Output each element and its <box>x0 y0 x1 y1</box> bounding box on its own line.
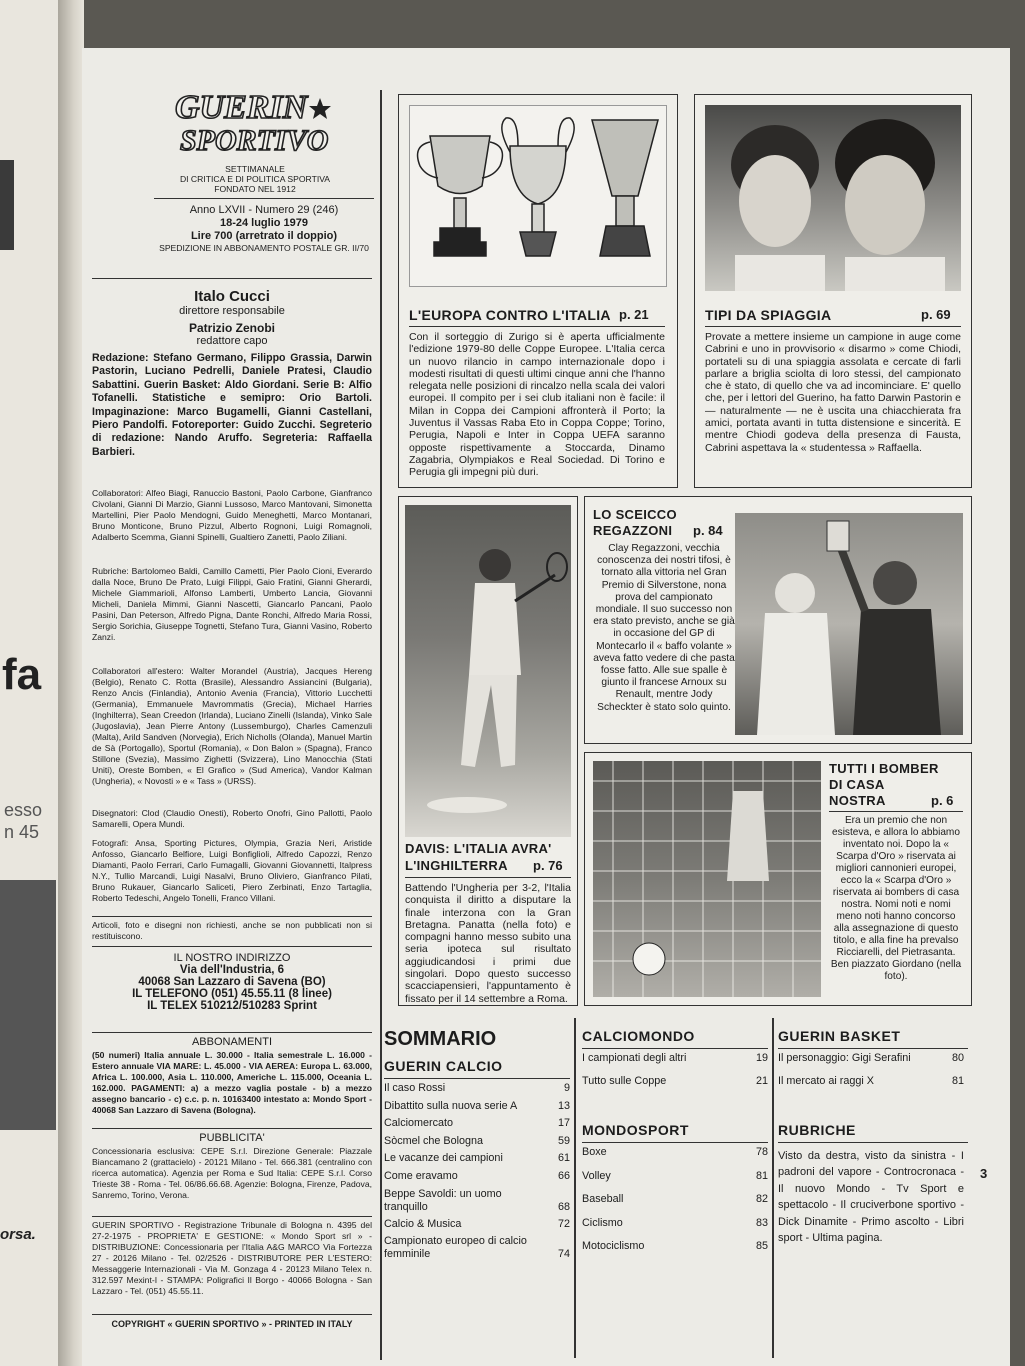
left-page-photo <box>0 880 56 1130</box>
toc-row[interactable] <box>582 1052 768 1065</box>
toc-label: Calciomercato <box>384 1117 454 1130</box>
bomber-text: Era un premio che non esisteva, e allora lo abbiamo inventato noi. Dopo la « Scarpa d'Oro » riservata ai migliori cannonieri europei, ecco la « Scarpa d'Oro » riservata ai bombers di casa nostra. Nomi noti e nomi meno noti hanno concorso alla assegnazione di questo titolo, e alla fine ha prevalso Ricciarelli, del Pietrasanta. Ben piazzato Giordano (nella foto). <box>830 815 962 982</box>
fotografi-block: Fotografi: Ansa, Sporting Pictures, Olympia, Grazia Neri, Aristide Anfosso, Giancarlo Belfiore, Luigi Bonfiglioli, Alfredo Capozzi, Renzo Diamanti, Paolo Ferrari, Carlo Fumagalli, Giovanni Giovannetti, Italpress N.Y., Tullio Marcandi, Luigi Nasalvi, Bruno Oliviero, Gianfranco Pilati, Bruno Rukauer, Giancarlo Saliceti, Piero Zerbinati, Enzo Tartaglia, Roberto Tedeschi, Angelo Tonelli, Franco Villani. <box>92 838 372 903</box>
masthead-subtitle <box>170 164 340 194</box>
toc-label: Il mercato ai raggi X <box>778 1075 875 1087</box>
toc-page: 74 <box>557 1248 570 1261</box>
left-page-headline-fragment: fa <box>2 650 42 699</box>
logo-line-2: SPORTIVO <box>180 124 329 157</box>
page-number: 3 <box>980 1166 988 1181</box>
toc-label: Campionato europeo di calcio femminile <box>384 1235 527 1261</box>
director-role: direttore responsabile <box>179 305 285 317</box>
article-davis[interactable] <box>398 496 578 1006</box>
toc-label: Come eravamo <box>384 1170 458 1182</box>
page-gutter <box>58 0 84 1366</box>
disegnatori-block: Disegnatori: Clod (Claudio Onesti), Roberto Onofri, Gino Pallotti, Paolo Samarelli, Opera Mundi. <box>92 808 372 829</box>
beach-portrait-illustration <box>705 105 961 291</box>
legal-text: GUERIN SPORTIVO - Registrazione Tribunale di Bologna n. 4395 del 27-2-1975 - PROPRIETA' E GESTIONE: « Mondo Sport srl » - DISTRIBUZIONE: Concessionaria per l'Italia A&G MARCO Via Fortezza 27 - 20126 Milano - Tel. 02/2526 - DISTRIBUTORE PER L'ESTERO: Messaggerie Internazionali - Via M. Gonzaga 4 - 20123 Milano Telex n. 312.597 Mexint-I - STAMPA: Poligrafici Il Borgo - 40066 Bologna - San Lazzaro - Tel. (051) 45.55.11. <box>92 1220 372 1296</box>
toc-page: 80 <box>951 1052 964 1064</box>
toc-label: Le vacanze dei campioni <box>384 1152 503 1165</box>
toc-page: 85 <box>755 1240 768 1252</box>
toc-label: Ciclismo <box>582 1216 623 1229</box>
subtitle-line: DI CRITICA E DI POLITICA SPORTIVA <box>179 174 331 184</box>
toc-row[interactable] <box>582 1146 768 1159</box>
toc-page: 17 <box>557 1117 570 1130</box>
left-page <box>0 0 60 1366</box>
toc-label: Il personaggio: Gigi Serafini <box>778 1052 911 1064</box>
chief-role: redattore capo <box>196 335 268 347</box>
article-spiaggia[interactable] <box>694 94 972 488</box>
toc-page: 19 <box>755 1052 768 1064</box>
toc-row[interactable] <box>384 1100 570 1113</box>
rubriche-credits-block: Rubriche: Bartolomeo Baldi, Camillo Cametti, Pier Paolo Cioni, Everardo dalla Noce, Bruno De Prato, Luigi Filippi, Gaio Fratini, Gianni Gherardi, Michele Giammarioli, Alfonso Lamberti, Umberto Lancia, Giovanni Micheli, Daniela Mimmi, Gianni Nascetti, Giancarlo Pancani, Paolo Pasini, Dan Peterson, Alfredo Pigna, Dante Ronchi, Alfredo Maria Rossi, Sergio Sorichia, Giuseppe Tognetti, Stefano Tura, Gianni Vasino, Roberto Zanzi. <box>92 566 372 642</box>
pubblicita-text: Concessionaria esclusiva: CEPE S.r.l. Direzione Generale: Piazzale Biancamano 2 (grattacielo) - 20121 Milano - Tel. 666.381 (centralino con ricerca automatica). Agenzia per Roma e Sud Italia: CEPE S.r.l. Corso Trieste 38 - Roma - Tel. 06/86.66.68. Agenzie: Bologna, Firenze, Padova, Sanremo, Torino, Verona. <box>92 1146 372 1200</box>
issue-number: Anno LXVII - Numero 29 (246) <box>189 204 339 216</box>
spiaggia-page: p. 69 <box>921 307 951 322</box>
address-phone: IL TELEFONO (051) 45.55.11 (8 linee) <box>132 988 332 1000</box>
toc-page: 13 <box>557 1099 570 1112</box>
spiaggia-text: Provate a mettere insieme un campione in auge come Cabrini e uno in provvisorio « disarmo » come Chiodi, portateli su di una spiaggia assolata e cercate di farli parlare a briglia sciolta di loro stessi, del campionato che è stato, di quello che va ad incominciare. E' quello che, per i lettori del Guerino, ha fatto Darwin Pastorin e — naturalmente — ne è uscita una chiacchierata fra amici, portata avanti in tutta distensione e sincerità. E mentre Chiodi godeva della presenza di Fausta, Cabrini aspettava la « studentessa » Raffaella. <box>705 331 961 454</box>
guerin-sportivo-logo <box>170 88 340 158</box>
bomber-title-line2: DI CASA <box>829 777 885 792</box>
star-icon <box>309 98 331 119</box>
toc-row[interactable] <box>384 1117 570 1130</box>
abbonamenti-heading: ABBONAMENTI <box>191 1036 273 1048</box>
mondosport-heading: MONDOSPORT <box>582 1122 689 1138</box>
toc-row[interactable] <box>384 1082 570 1095</box>
toc-page: 9 <box>563 1082 570 1094</box>
toc-row[interactable] <box>778 1052 964 1065</box>
note-block: Articoli, foto e disegni non richiesti, anche se non pubblicati non si restituiscono. <box>92 920 372 941</box>
address-street: Via dell'Industria, 6 <box>179 964 285 976</box>
calciomondo-heading: CALCIOMONDO <box>582 1028 695 1044</box>
estero-block: Collaboratori all'estero: Walter Morandel (Austria), Jacques Hereng (Belgio), Renato C. Rotta (Brasile), Alessandro Assiancini (Bulgaria), Renzo Ancis (Finlandia), Antonio Avenia (Francia), Vittorio Lucchetti (Germania), Emmanuele Mavrommatis (Grecia), Michael Harries (Inghilterra), Sean Creedon (Irlanda), Luciano Zinelli (Islanda), Vinko Sale (Jugoslavia), Jean Pierre Antony (Lussemburgo), Charles Camenzuli (Malta), Arild Sandven (Norvegia), Erich Nicholls (Olanda), Manuel Martin de Sà (Portogallo), Sportul (Romania), « Don Balon » (Spagna), Franco Stillone (Svezia), Massimo Zighetti (Svizzera), Lino Manocchia (Stati Uniti), Oreste Bomben, « El Grafico » (Sud America), Vandor Kalman (Ungheria), « Novosti » e « Tass » (URSS). <box>92 666 372 786</box>
redazione-block: Redazione: Stefano Germano, Filippo Grassia, Darwin Pastorin, Luciano Pedrelli, Daniele Pratesi, Claudio Sabattini. Guerin Basket: Aldo Giordani. Serie B: Alfio Tofanelli. Statistiche e semipro: Orio Bartoli. Impaginazione: Marco Bugamelli, Gianni Castellani, Piero Pandolfi. Fotoreporter: Guido Zucchi. Segreterio di redazione: Nando Aruffo. Segreteria: Raffaella Barbieri. <box>92 352 372 458</box>
toc-page: 21 <box>755 1075 768 1087</box>
podium-celebration-illustration <box>735 513 963 735</box>
tennis-player-illustration <box>405 505 571 837</box>
logo-line-1: GUERIN <box>175 89 308 126</box>
subtitle-line: SETTIMANALE <box>225 164 285 174</box>
copyright: COPYRIGHT « GUERIN SPORTIVO » - PRINTED IN ITALY <box>111 1319 353 1329</box>
bomber-title-line3: NOSTRA <box>829 793 886 808</box>
toc-row[interactable] <box>384 1235 570 1261</box>
issue-info <box>154 204 374 254</box>
left-page-text-fragment: n 45 <box>4 822 40 842</box>
davis-page: p. 76 <box>533 858 563 873</box>
toc-label: Baseball <box>582 1193 624 1205</box>
panatta-photo <box>405 505 571 837</box>
bomber-page: p. 6 <box>931 793 954 808</box>
toc-label: Tutto sulle Coppe <box>582 1075 667 1087</box>
toc-row[interactable] <box>384 1188 570 1214</box>
toc-label: Beppe Savoldi: un uomo tranquillo <box>384 1187 502 1213</box>
toc-row[interactable] <box>582 1240 768 1253</box>
toc-row[interactable] <box>582 1193 768 1206</box>
trophies-illustration <box>410 106 666 286</box>
trophies-photo <box>409 105 667 287</box>
toc-row[interactable] <box>384 1170 570 1183</box>
toc-page: 78 <box>755 1146 768 1158</box>
address-telex: IL TELEX 510212/510283 Sprint <box>147 1000 317 1012</box>
toc-row[interactable] <box>384 1218 570 1231</box>
rubriche-heading: RUBRICHE <box>778 1122 856 1138</box>
pubblicita-heading: PUBBLICITA' <box>199 1132 265 1144</box>
article-sceicco[interactable] <box>584 496 972 744</box>
toc-row[interactable] <box>384 1135 570 1148</box>
guerin-calcio-heading: GUERIN CALCIO <box>384 1058 503 1074</box>
toc-page: 82 <box>755 1193 768 1205</box>
staff-heads <box>92 288 372 347</box>
europa-title: L'EUROPA CONTRO L'ITALIA <box>409 307 611 323</box>
cabrini-chiodi-photo <box>705 105 961 291</box>
toc-page: 59 <box>557 1134 570 1147</box>
address-heading: IL NOSTRO INDIRIZZO <box>173 952 291 964</box>
toc-page: 81 <box>755 1169 768 1182</box>
giordano-goal-photo <box>593 761 821 997</box>
left-page-text-fragment: orsa. <box>0 1226 36 1243</box>
rubriche-text: Visto da destra, visto da sinistra - I padroni del vapore - Controcronaca - Il nuovo Mondo - Tv Sport e spettacolo - Il cruciverbone sportivo - Dick Dinamite - Primo ascolto - Libri sport - Ultima pagina. <box>778 1150 964 1245</box>
left-page-photo-fragment <box>0 160 14 250</box>
europa-text: Con il sorteggio di Zurigo si è aperta ufficialmente l'edizione 1979-80 delle Coppe Europee. L'Italia cerca un nuovo rilancio in campo internazionale dopo i modesti risultati di questi ultimi cinque anni che l'hanno relegata nelle posizioni di rincalzo nella scala dei valori europei. Il compito per i sei club italiani non è facile: il Milan in Coppa dei Campioni affronterà il Porto; la Juventus il Vassas Raba Eto in Coppa Coppe; Torino, Perugia, Napoli e Inter in Coppa UEFA saranno opposte rispettivamente a Stoccarda, Dinamo Zagabria, Olympiakos e Real Sociedad. Di Torino e Perugia gli impegni più duri. <box>409 331 665 479</box>
issue-price: Lire 700 (arretrato il doppio) <box>190 230 338 242</box>
toc-label: Calcio & Musica <box>384 1217 462 1230</box>
abbonamenti-text: (50 numeri) Italia annuale L. 30.000 - Italia semestrale L. 16.000 - Estero annuale VIA MARE: L. 45.000 - VIA AEREA: Europa L. 63.000, Africa L. 100.000, Asia L. 110.000, Americhe L. 115.000, Oceania L. 162.000. PAGAMENTI: a) a mezzo vaglia postale - b) a mezzo assegno bancario - c) c.c. p. n. 10163400 intestato a: Mondo Sport - 40068 San Lazzaro di Savena (Bologna). <box>92 1050 372 1115</box>
director-name: Italo Cucci <box>194 288 270 305</box>
address-city: 40068 San Lazzaro di Savena (BO) <box>138 976 326 988</box>
toc-label: Volley <box>582 1169 611 1182</box>
toc-label: Motociclismo <box>582 1240 645 1252</box>
bomber-title-line1: TUTTI I BOMBER <box>829 761 939 776</box>
toc-row[interactable] <box>582 1170 768 1183</box>
left-page-text-fragment: esso <box>4 800 43 820</box>
toc-label: Dibattito sulla nuova serie A <box>384 1099 518 1112</box>
toc-row[interactable] <box>778 1075 964 1088</box>
toc-page: 61 <box>557 1152 570 1165</box>
regazzoni-photo <box>735 513 963 735</box>
toc-label: I campionati degli altri <box>582 1052 687 1064</box>
sceicco-page: p. 84 <box>693 523 723 538</box>
toc-row[interactable] <box>582 1217 768 1230</box>
sceicco-text: Clay Regazzoni, vecchia conoscenza dei nostri tifosi, è tornato alla vittoria nel Gran Premio di Silverstone, nona prova del campionato mondiale. Il suo successo non era stato previsto, anche se già in occasione del GP di Montecarlo il « baffo volante » aveva fatto vedere di che pasta fosse fatto. Alle sue spalle è giunto il francese Arnoux su Renault, mentre Jody Scheckter è stato solo quinto. <box>593 543 735 713</box>
magazine-page <box>82 48 1010 1366</box>
article-bomber[interactable] <box>584 752 972 1006</box>
subtitle-line: FONDATO NEL 1912 <box>214 184 296 194</box>
davis-text: Battendo l'Ungheria per 3-2, l'Italia conquista il diritto a disputare la finale interzona con la Gran Bretagna. Panatta (nella foto) e compagni hanno messo subito una seria ipoteca sul risultato aggiudicandosi i primi due singolari. Dopo questo successo scacciapensieri, l'appuntamento è fissato per il 14 settembre a Roma. <box>405 882 571 1005</box>
toc-page: 68 <box>557 1200 570 1213</box>
toc-row[interactable] <box>582 1075 768 1088</box>
toc-label: Sòcmel che Bologna <box>384 1134 484 1147</box>
guerin-basket-heading: GUERIN BASKET <box>778 1028 901 1044</box>
issue-dates: 18-24 luglio 1979 <box>219 217 309 229</box>
postal-info: SPEDIZIONE IN ABBONAMENTO POSTALE GR. II/70 <box>159 243 369 253</box>
toc-label: Boxe <box>582 1146 607 1158</box>
davis-title-line1: DAVIS: L'ITALIA AVRA' <box>405 841 552 856</box>
toc-page: 66 <box>557 1170 570 1182</box>
toc-label: Il caso Rossi <box>384 1082 446 1094</box>
europa-page: p. 21 <box>619 307 649 322</box>
goal-net-illustration <box>593 761 821 997</box>
sceicco-title-line2: REGAZZONI <box>593 523 673 538</box>
sommario-heading: SOMMARIO <box>384 1028 497 1050</box>
chief-name: Patrizio Zenobi <box>188 321 275 335</box>
article-europa[interactable] <box>398 94 678 488</box>
toc-page: 81 <box>951 1075 964 1087</box>
collaboratori-block: Collaboratori: Alfeo Biagi, Ranuccio Bastoni, Paolo Carbone, Gianfranco Civolani, Gianni Di Marzio, Gianni Lussoso, Marco Mantovani, Simonetta Martellini, Pier Paolo Mendogni, Guido Meneghetti, Marco Montanari, Bruno Monticone, Bruno Pizzul, Alberto Rognoni, Luigi Romagnoli, Adalberto Scemma, Gianni Spinelli, Gualtiero Zanetti, Paolo Ziliani. <box>92 488 372 542</box>
toc-row[interactable] <box>384 1152 570 1165</box>
davis-title-line2: L'INGHILTERRA <box>405 858 508 873</box>
spiaggia-title: TIPI DA SPIAGGIA <box>705 307 832 323</box>
toc-page: 72 <box>557 1217 570 1230</box>
toc-page: 83 <box>755 1216 768 1229</box>
sceicco-title-line1: LO SCEICCO <box>593 507 677 522</box>
address-block <box>92 952 372 1012</box>
